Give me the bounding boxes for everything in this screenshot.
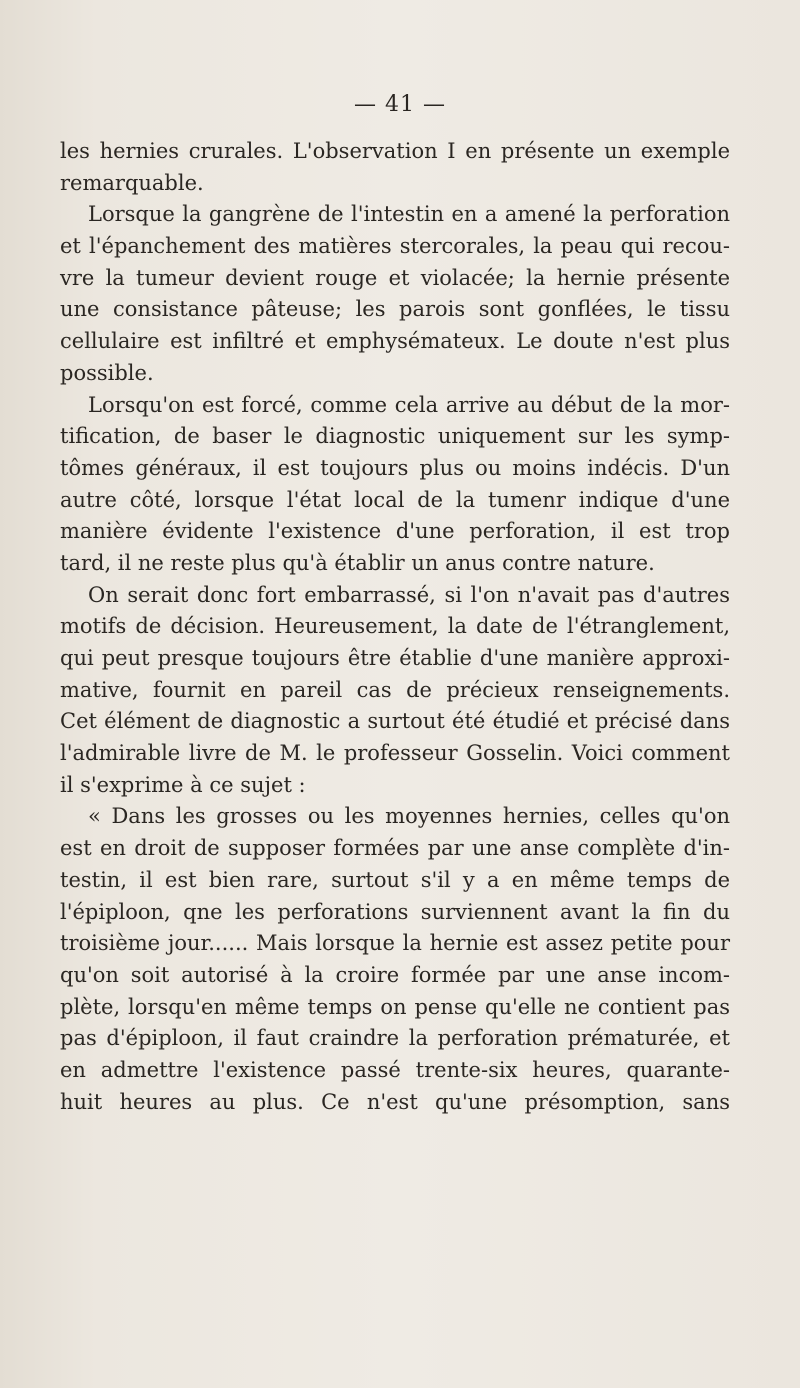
text-line: une consistance pâteuse; les parois sont gonflées, le tissu: [60, 297, 730, 322]
text-line: remarquable.: [60, 170, 204, 195]
text-line: « Dans les grosses ou les moyennes hernies, celles qu'on: [88, 804, 730, 829]
text-line: autre côté, lorsque l'état local de la tumenr indique d'une: [60, 487, 730, 512]
text-line: troisième jour...... Mais lorsque la hernie est assez petite pour: [60, 931, 730, 956]
text-line: Lorsqu'on est forcé, comme cela arrive au début de la mor-: [88, 392, 730, 417]
text-line: Lorsque la gangrène de l'intestin en a amené la perforation: [88, 202, 730, 227]
text-line: les hernies crurales. L'observation I en présente un exemple: [60, 139, 730, 163]
text-line: l'épiploon, qne les perforations surviennent avant la fin du: [60, 899, 730, 924]
text-line: est en droit de supposer formées par une anse complète d'in-: [60, 836, 730, 861]
text-line: testin, il est bien rare, surtout s'il y a en même temps de: [60, 867, 730, 892]
text-line: possible.: [60, 360, 154, 385]
text-line: vre la tumeur devient rouge et violacée; la hernie présente: [60, 265, 730, 290]
text-line: plète, lorsqu'en même temps on pense qu'elle ne contient pas: [60, 994, 730, 1019]
text-line: qui peut presque toujours être établie d'une manière approxi-: [60, 646, 730, 670]
text-line: Cet élément de diagnostic a surtout été étudié et précisé dans: [60, 709, 730, 734]
text-line: mative, fournit en pareil cas de précieux renseignements.: [60, 677, 730, 702]
text-line: il s'exprime à ce sujet :: [60, 772, 306, 797]
text-line: On serait donc fort embarrassé, si l'on n'avait pas d'autres: [88, 582, 730, 607]
text-line: pas d'épiploon, il faut craindre la perforation prématurée, et: [60, 1026, 730, 1051]
text-line: et l'épanchement des matières stercorales, la peau qui recou-: [60, 234, 730, 259]
text-line: qu'on soit autorisé à la croire formée par une anse incom-: [60, 962, 730, 987]
text-line: en admettre l'existence passé trente-six heures, quarante-: [60, 1057, 730, 1082]
text-line: manière évidente l'existence d'une perforation, il est trop: [60, 519, 730, 544]
page-number: — 41 —: [354, 92, 446, 117]
text-line: tard, il ne reste plus qu'à établir un anus contre nature.: [60, 550, 655, 575]
text-line: l'admirable livre de M. le professeur Gosselin. Voici comment: [60, 741, 730, 766]
body-text: [60, 136, 730, 1118]
text-line: cellulaire est infiltré et emphysémateux. Le doute n'est plus: [60, 329, 730, 354]
text-line: tômes généraux, il est toujours plus ou moins indécis. D'un: [60, 455, 730, 480]
text-line: motifs de décision. Heureusement, la date de l'étranglement,: [60, 614, 730, 639]
text-line: tification, de baser le diagnostic uniquement sur les symp-: [60, 424, 730, 449]
text-line: huit heures au plus. Ce n'est qu'une présomption, sans: [60, 1089, 730, 1114]
